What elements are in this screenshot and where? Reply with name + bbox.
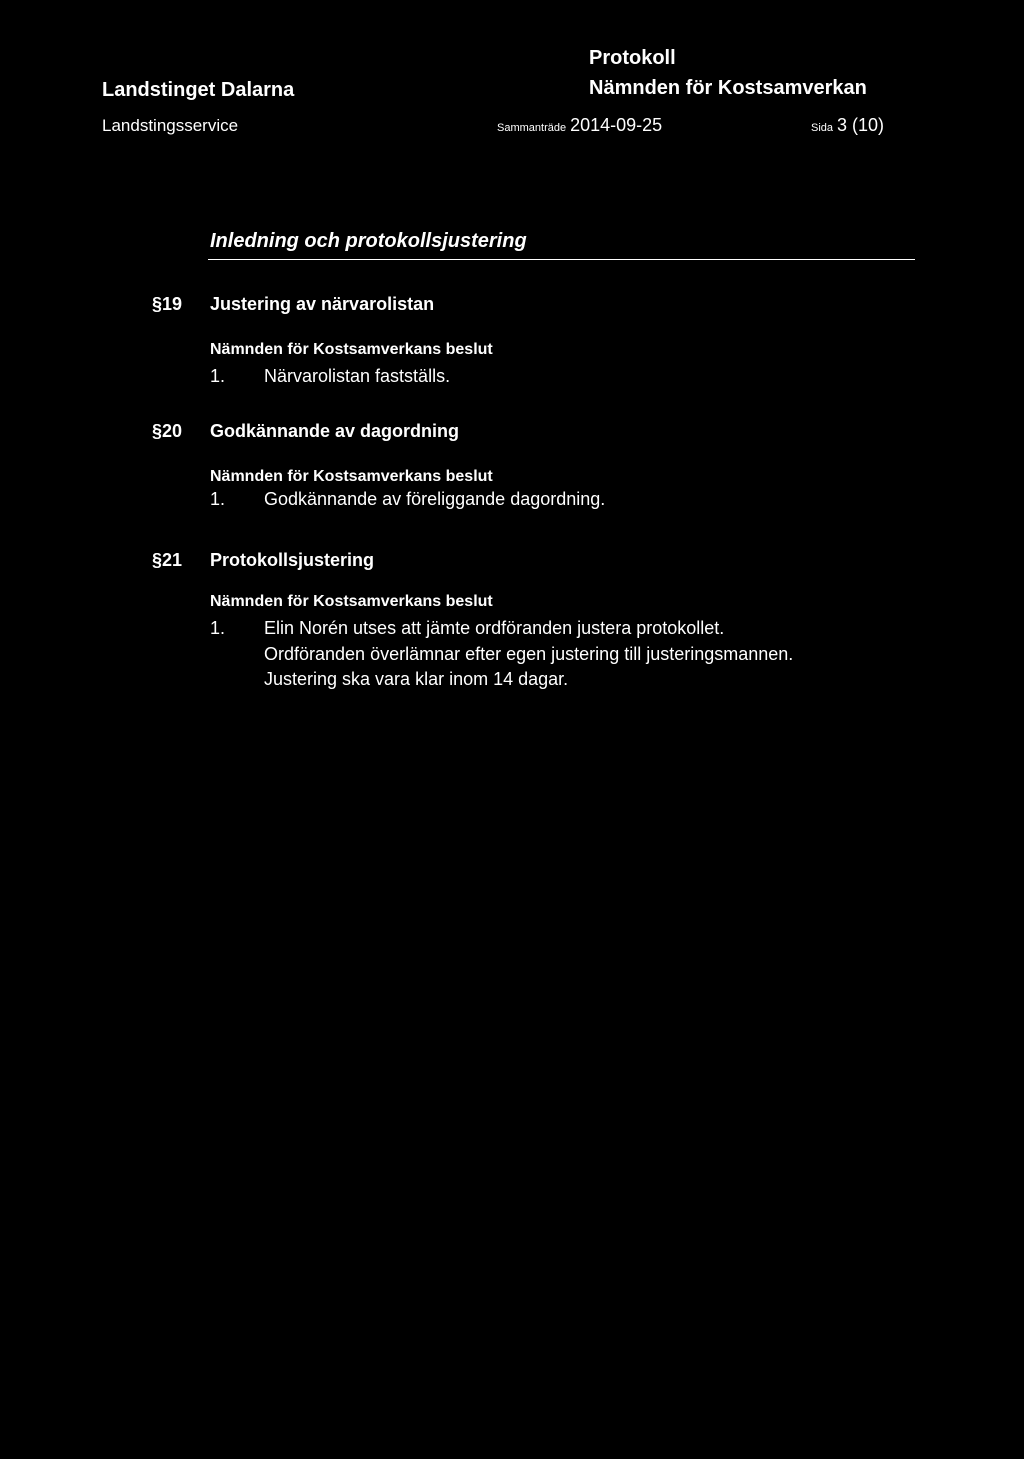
section-divider (208, 259, 915, 260)
meeting-info (497, 115, 662, 136)
item-heading: Godkännande av dagordning (210, 421, 460, 441)
point-number: 1. (210, 489, 226, 509)
decision-label: Nämnden för Kostsamverkans beslut (210, 341, 493, 358)
decision-point (210, 366, 450, 387)
committee-name: Nämnden för Kostsamverkan (589, 77, 867, 99)
decision-point (210, 618, 724, 639)
section-title: Inledning och protokollsjustering (210, 230, 527, 252)
point-text-continued: Ordföranden överlämnar efter egen justering till justeringsmannen. (264, 644, 794, 664)
paragraph-number: §21 (152, 550, 183, 570)
page-number: 3 (10) (837, 115, 885, 135)
point-number: 1. (210, 618, 226, 638)
paragraph-number: §19 (152, 294, 183, 314)
point-text-continued: Justering ska vara klar inom 14 dagar. (264, 669, 569, 689)
decision-label: Nämnden för Kostsamverkans beslut (210, 468, 493, 485)
meeting-label: Sammanträde (497, 122, 567, 134)
item-heading: Protokollsjustering (210, 550, 375, 570)
meeting-date: 2014-09-25 (570, 115, 663, 135)
organization-name: Landstinget Dalarna (102, 79, 295, 101)
decision-label: Nämnden för Kostsamverkans beslut (210, 593, 493, 610)
decision-point (210, 489, 605, 510)
document-type: Protokoll (589, 47, 676, 69)
paragraph-number: §20 (152, 421, 183, 441)
point-text: Godkännande av föreliggande dagordning. (264, 489, 606, 509)
point-number: 1. (210, 366, 226, 386)
page-label: Sida (811, 122, 834, 134)
page-info (811, 115, 884, 136)
point-text: Närvarolistan fastställs. (264, 366, 451, 386)
department-name: Landstingsservice (102, 116, 239, 135)
point-text: Elin Norén utses att jämte ordföranden justera protokollet. (264, 618, 725, 638)
item-heading: Justering av närvarolistan (210, 294, 435, 314)
